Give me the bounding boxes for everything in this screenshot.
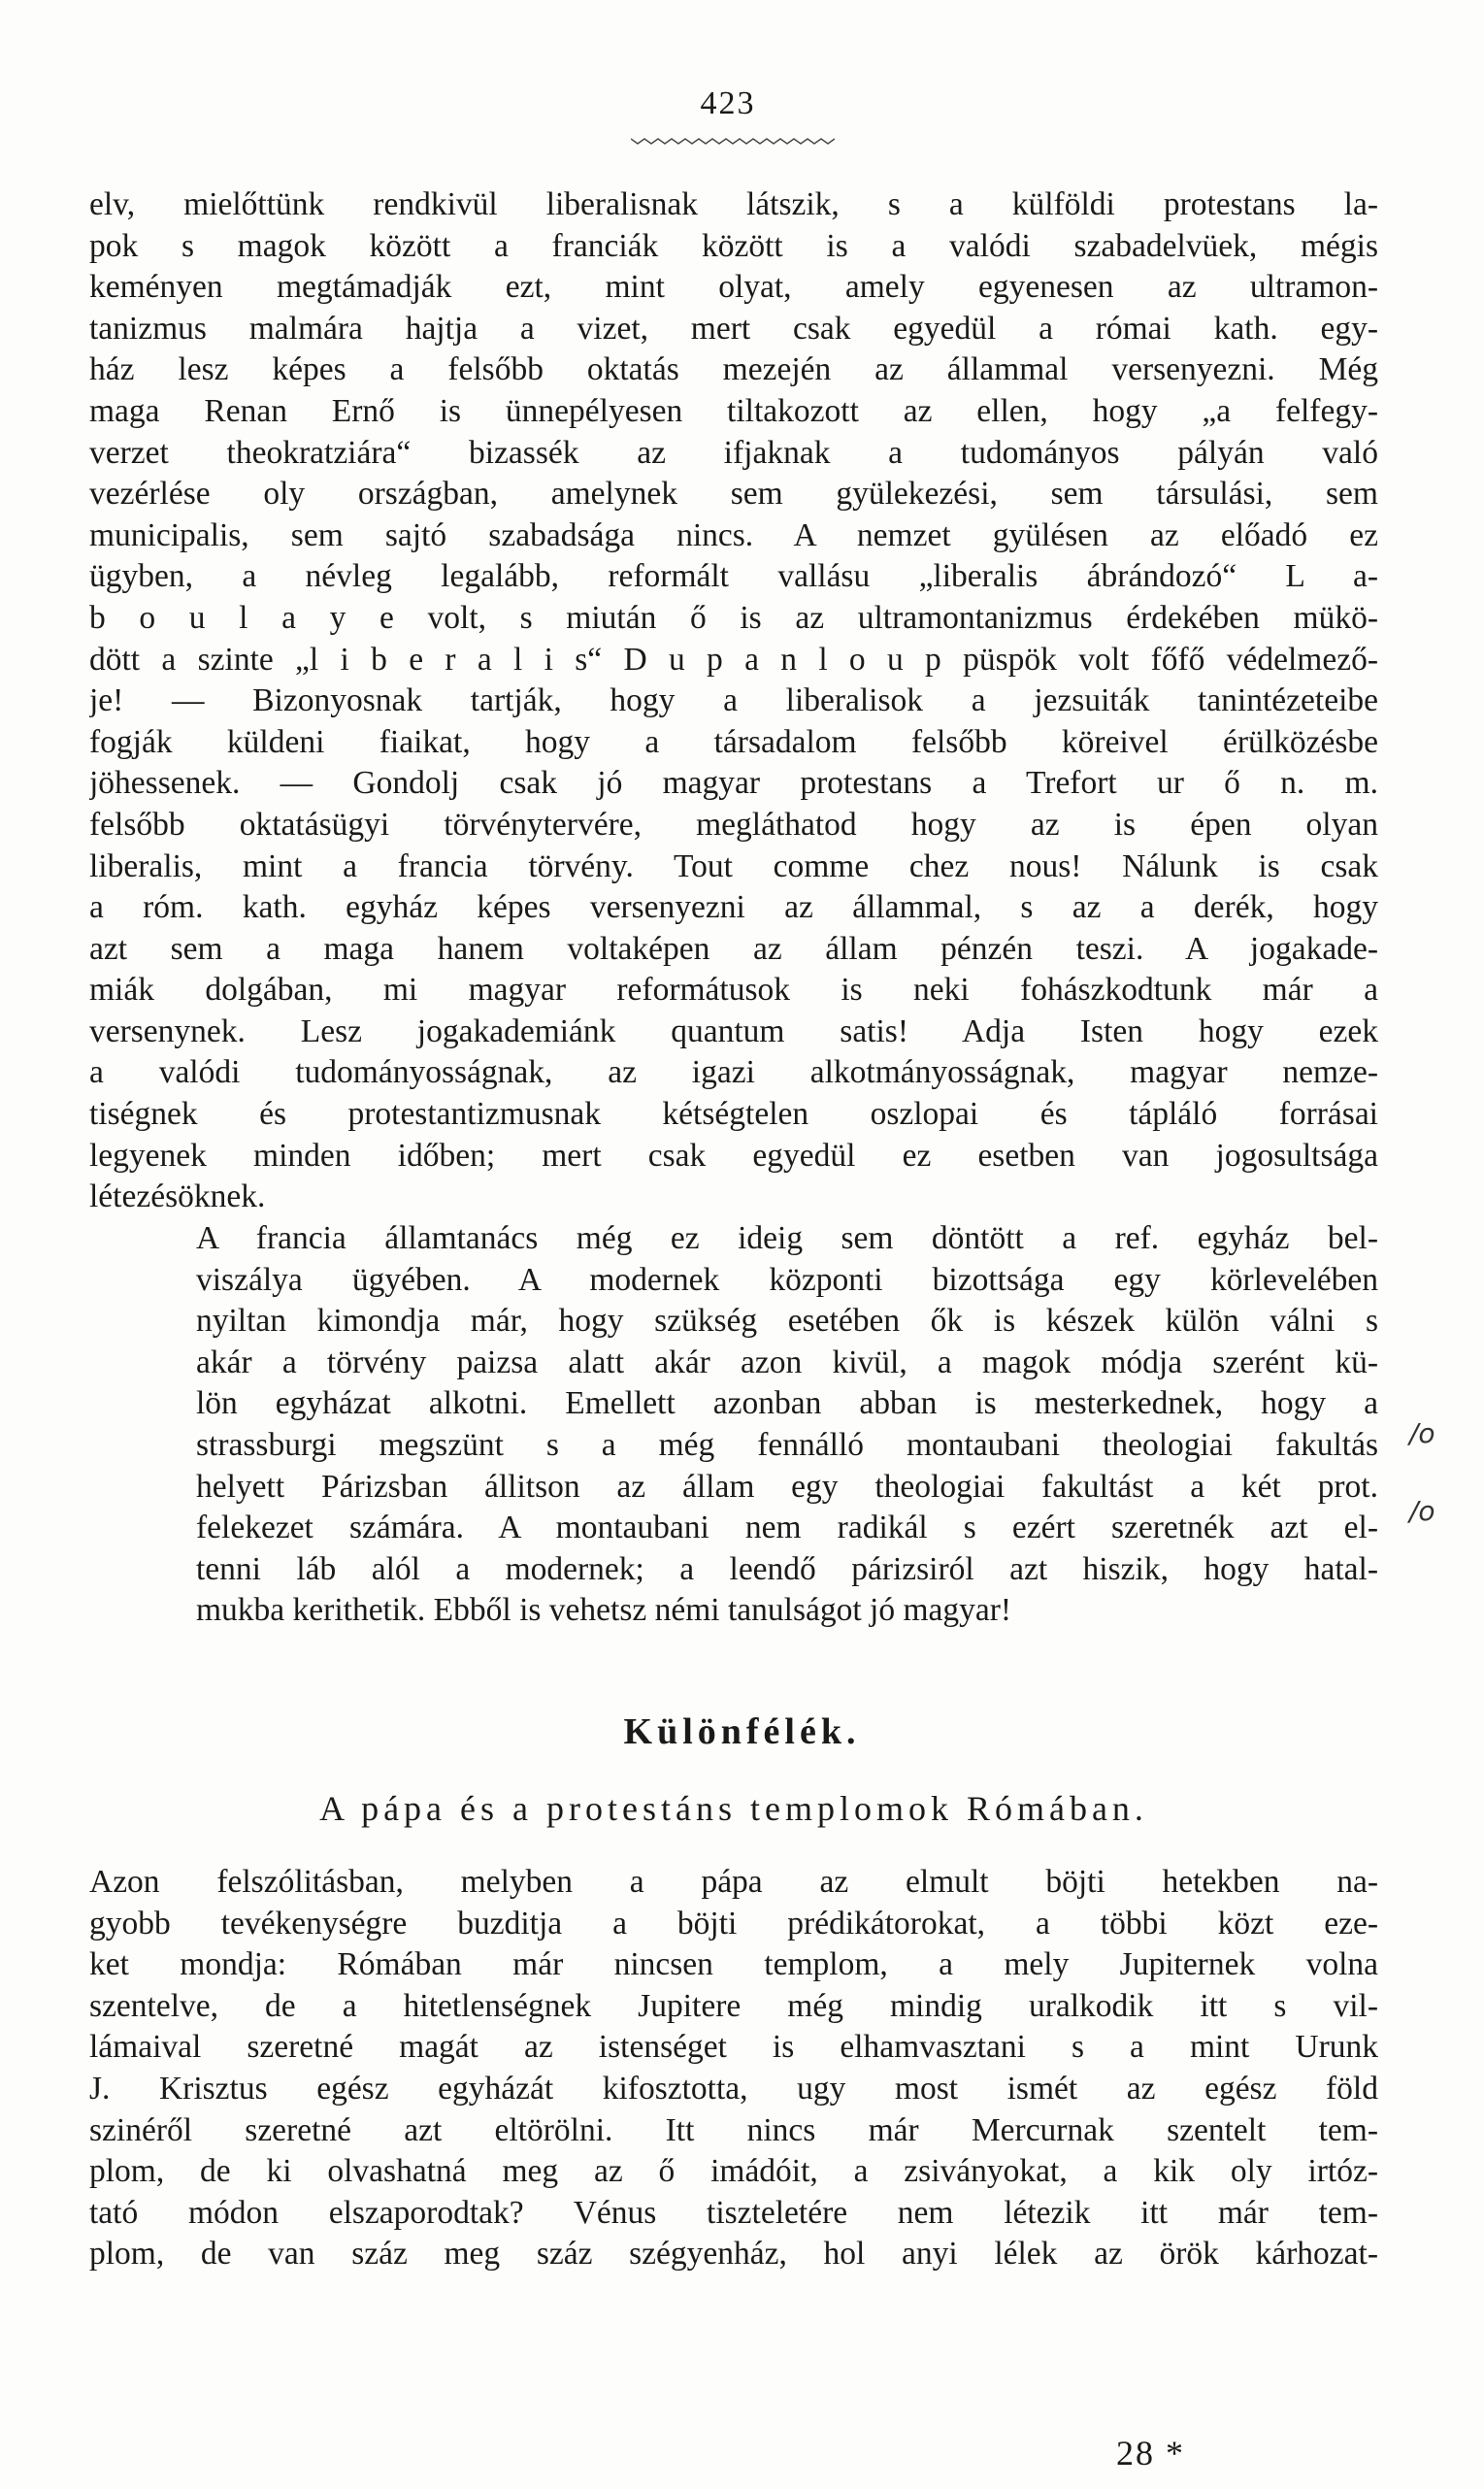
- text-line: verzet theokratziára“ bizassék az ifjaknak a tudományos pályán való: [89, 434, 1378, 471]
- section-heading: Különfélék.: [623, 1711, 861, 1752]
- paragraph-liberalism: [89, 184, 1378, 1218]
- text-line: felekezet számára. A montaubani nem radikál s ezért szeretnék azt el-: [196, 1510, 1378, 1546]
- text-line: ügyben, a névleg legalább, reformált vallásu „liberalis ábrándozó“ L a-: [89, 558, 1378, 595]
- text-line: versenynek. Lesz jogakademiánk quantum satis! Adja Isten hogy ezek: [89, 1012, 1378, 1049]
- text-line: felsőbb oktatásügyi törvénytervére, megláthatod hogy az is épen olyan: [89, 806, 1378, 843]
- text-line: municipalis, sem sajtó szabadsága nincs. A nemzet gyülésen az előadó ez: [89, 516, 1378, 553]
- page-number-ornament: [631, 136, 835, 146]
- margin-annotation: /o: [1409, 1495, 1435, 1527]
- text-line: mukba kerithetik. Ebből is vehetsz némi tanulságot jó magyar!: [196, 1592, 1012, 1629]
- margin-annotation: /o: [1409, 1417, 1435, 1449]
- text-line: keményen megtámadják ezt, mint olyat, amely egyenesen az ultramon-: [89, 269, 1378, 306]
- text-line: liberalis, mint a francia törvény. Tout comme chez nous! Nálunk is csak: [89, 847, 1378, 884]
- article-title: A pápa és a protestáns templomok Rómában.: [319, 1789, 1148, 1828]
- text-line: A francia államtanács még ez ideig sem döntött a ref. egyház bel-: [196, 1220, 1378, 1256]
- text-line: plom, de van száz meg száz szégyenház, hol anyi lélek az örök kárhozat-: [89, 2236, 1378, 2273]
- paragraph-pope-article: [89, 1862, 1378, 2275]
- text-line: pok s magok között a franciák között is a valódi szabadelvüek, mégis: [89, 227, 1378, 264]
- text-line: lön egyházat alkotni. Emellett azonban abban is mesterkednek, hogy a: [196, 1385, 1378, 1422]
- text-line: jöhessenek. — Gondolj csak jó magyar protestans a Trefort ur ő n. m.: [89, 765, 1378, 802]
- text-line: lámaival szeretné magát az istenséget is elhamvasztani s a mint Urunk: [89, 2029, 1378, 2066]
- text-line: ház lesz képes a felsőbb oktatás mezején az állammal versenyezni. Még: [89, 351, 1378, 388]
- text-line: a valódi tudományosságnak, az igazi alkotmányosságnak, magyar nemze-: [89, 1054, 1378, 1091]
- text-line: Azon felszólitásban, melyben a pápa az elmult böjti hetekben na-: [89, 1864, 1378, 1900]
- text-line: létezésöknek.: [89, 1178, 266, 1215]
- text-line: helyett Párizsban állitson az állam egy theologiai fakultást a két prot.: [196, 1468, 1378, 1505]
- text-line: tiségnek és protestantizmusnak kétségtelen oszlopai és tápláló forrásai: [89, 1096, 1378, 1133]
- page-number: 423: [700, 85, 756, 121]
- text-line: a róm. kath. egyház képes versenyezni az állammal, s az a derék, hogy: [89, 889, 1378, 926]
- text-line: akár a törvény paizsa alatt akár azon kivül, a magok módja szerént kü-: [196, 1344, 1378, 1380]
- text-line: tanizmus malmára hajtja a vizet, mert csak egyedül a római kath. egy-: [89, 310, 1378, 347]
- text-line: je! — Bizonyosnak tartják, hogy a liberalisok a jezsuiták tanintézeteibe: [89, 682, 1378, 719]
- text-line: tenni láb alól a modernek; a leendő párizsiról azt hiszik, hogy hatal-: [196, 1550, 1378, 1587]
- text-line: vezérlése oly országban, amelynek sem gyülekezési, sem társulási, sem: [89, 476, 1378, 513]
- text-line: plom, de ki olvashatná meg az ő imádóit, a zsiványokat, a kik oly irtóz-: [89, 2153, 1378, 2190]
- printer-signature-mark: 28 *: [1116, 2434, 1185, 2472]
- text-line: gyobb tevékenységre buzditja a böjti prédikátorokat, a többi közt eze-: [89, 1905, 1378, 1941]
- text-line: dött a szinte „l i b e r a l i s“ D u p a n l o u p püspök volt főfő védelmező-: [89, 641, 1378, 678]
- text-line: strassburgi megszünt s a még fennálló montaubani theologiai fakultás: [196, 1426, 1378, 1463]
- text-line: legyenek minden időben; mert csak egyedül ez esetben van jogosultsága: [89, 1137, 1378, 1174]
- text-line: ket mondja: Rómában már nincsen templom, a mely Jupiternek volna: [89, 1946, 1378, 1983]
- text-line: b o u l a y e volt, s miután ő is az ultramontanizmus érdekében mükö-: [89, 599, 1378, 636]
- text-line: fogják küldeni fiaikat, hogy a társadalom felsőbb köreivel érülközésbe: [89, 723, 1378, 760]
- text-line: tató módon elszaporodtak? Vénus tiszteletére nem létezik itt már tem-: [89, 2194, 1378, 2231]
- text-line: miák dolgában, mi magyar reformátusok is neki fohászkodtunk már a: [89, 972, 1378, 1009]
- paragraph-french-council: [89, 1218, 1378, 1632]
- text-line: azt sem a maga hanem voltaképen az állam pénzén teszi. A jogakade-: [89, 930, 1378, 967]
- text-line: J. Krisztus egész egyházát kifosztotta, ugy most ismét az egész föld: [89, 2070, 1378, 2107]
- text-line: viszálya ügyében. A modernek központi bizottsága egy körlevelében: [196, 1261, 1378, 1298]
- text-line: maga Renan Ernő is ünnepélyesen tiltakozott az ellen, hogy „a felfegy-: [89, 392, 1378, 429]
- text-line: nyiltan kimondja már, hogy szükség esetében ők is készek külön válni s: [196, 1303, 1378, 1340]
- text-line: szentelve, de a hitetlenségnek Jupitere még mindig uralkodik itt s vil-: [89, 1987, 1378, 2024]
- text-line: szinéről szeretné azt eltörölni. Itt nincs már Mercurnak szentelt tem-: [89, 2111, 1378, 2148]
- text-line: elv, mielőttünk rendkivül liberalisnak látszik, s a külföldi protestans la-: [89, 186, 1378, 222]
